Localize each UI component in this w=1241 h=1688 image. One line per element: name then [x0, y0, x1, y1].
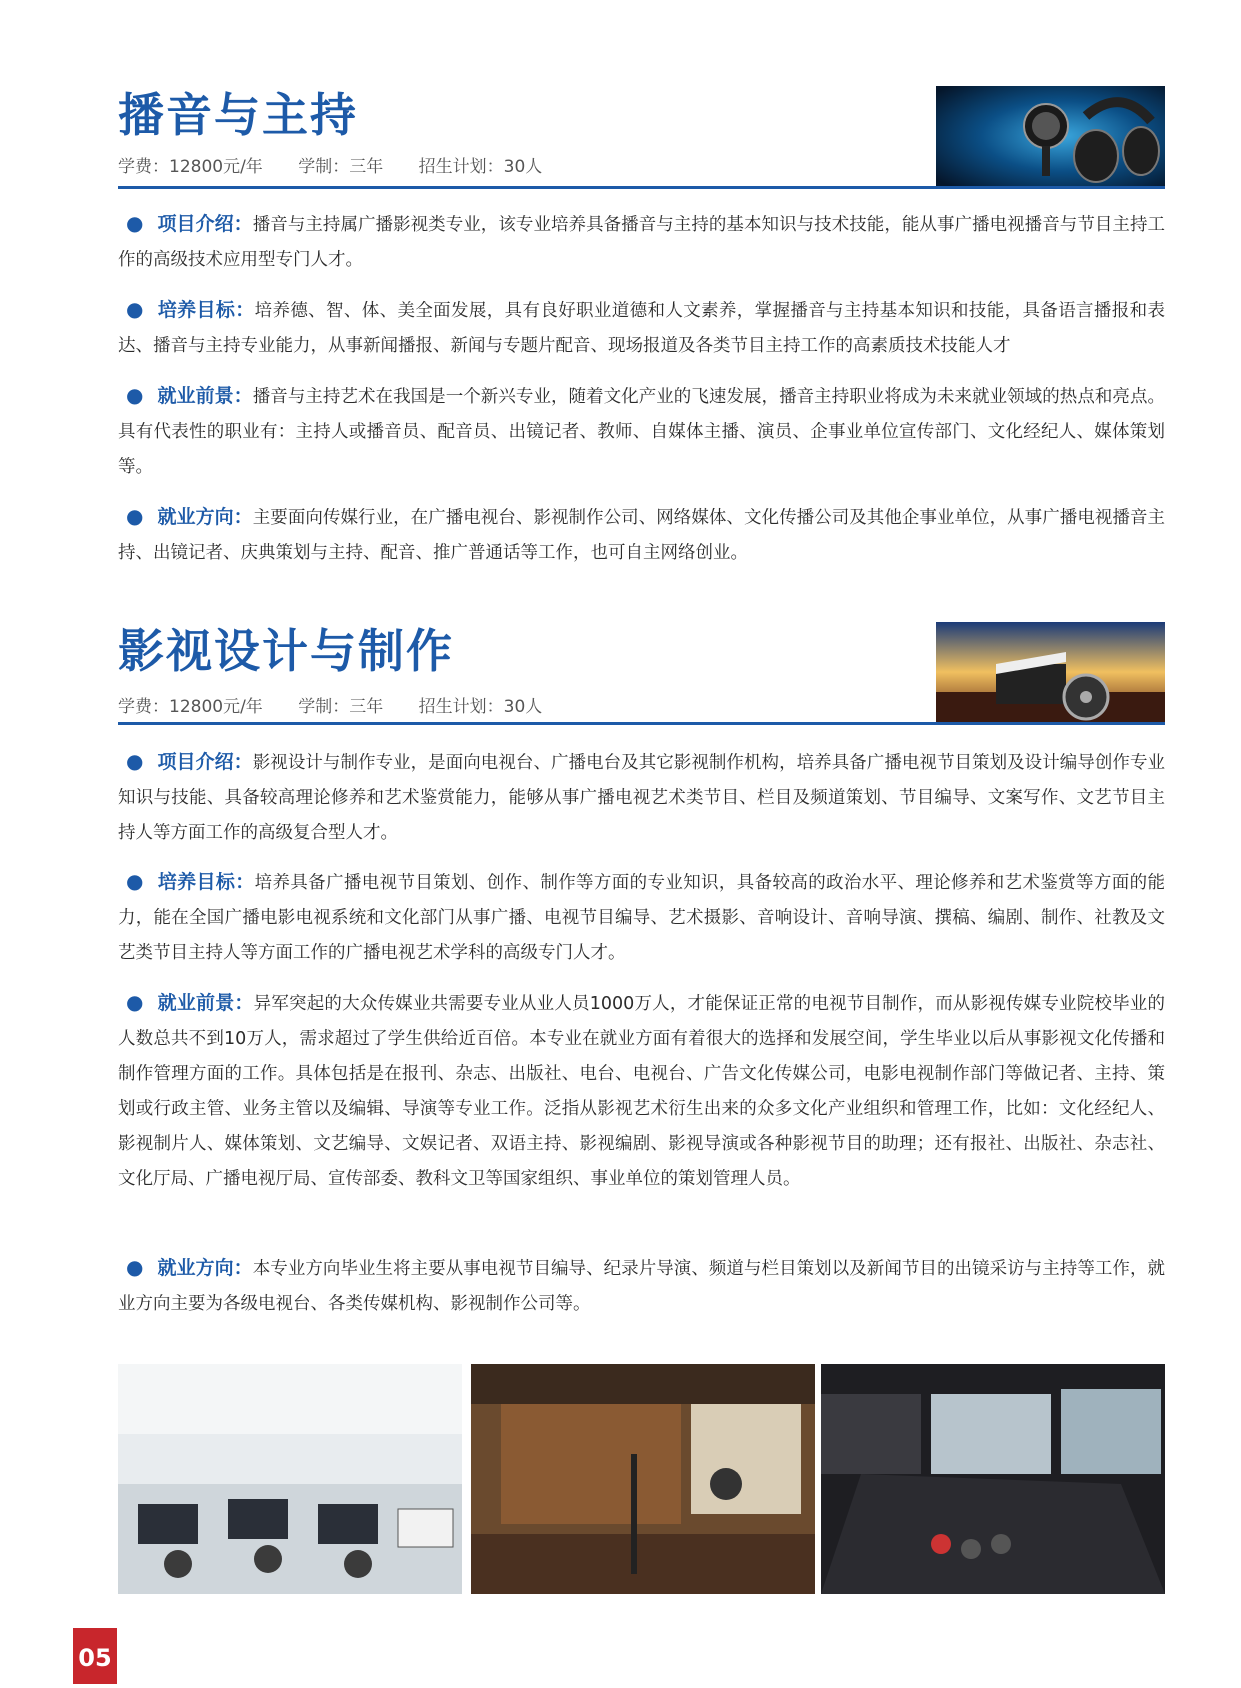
paragraph-intro: [118, 744, 1165, 851]
section-title: 影视设计与制作: [118, 624, 454, 678]
tuition: 学费：12800元/年: [118, 697, 263, 717]
paragraph-intro: [118, 206, 1165, 278]
paragraph-text: 影视设计与制作专业，是面向电视台、广播电台及其它影视制作机构，培养具备广播电视节目策划及设计编导创作专业知识与技能、具备较高理论修养和艺术鉴赏能力，能够从事广播电视艺术类节目、栏目及频道策划、节目编导、文案写作、文艺节目主持人等方面工作的高级复合型人才。: [118, 753, 1165, 843]
film-clapper-image: [936, 622, 1165, 722]
paragraph-label: 项目介绍：: [157, 213, 253, 235]
duration: 学制：三年: [298, 157, 384, 177]
section-meta: [118, 152, 572, 177]
paragraph-label: 项目介绍：: [157, 751, 253, 773]
paragraph-label: 就业方向：: [157, 1257, 253, 1279]
paragraph-label: 就业前景：: [157, 385, 253, 407]
paragraph-label: 培养目标：: [157, 299, 255, 321]
paragraph-direction: [118, 499, 1165, 571]
paragraph-label: 就业方向：: [157, 506, 253, 528]
paragraph-direction: [118, 1250, 1165, 1322]
section-title: 播音与主持: [118, 88, 358, 142]
paragraph-text: 异军突起的大众传媒业共需要专业从业人员1000万人，才能保证正常的电视节目制作，而从影视传媒专业院校毕业的人数总共不到10万人，需求超过了学生供给近百倍。本专业在就业方面有着很大的选择和发展空间，学生毕业以后从事影视文化传播和制作管理方面的工作。具体包括是在报刊、杂志、出版社、电台、电视台、广告文化传媒公司，电影电视制作部门等做记者、主持、策划或行政主管、业务主管以及编辑、导演等专业工作。泛指从影视艺术衍生出来的众多文化产业组织和管理工作，比如：文化经纪人、影视制片人、媒体策划、文艺编导、文娱记者、双语主持、影视编剧、影视导演或各种影视节目的助理；还有报社、出版社、杂志社、文化厅局、广播电视厅局、宣传部委、教科文卫等国家组织、事业单位的策划管理人员。: [118, 994, 1165, 1189]
enrollment: 招生计划：30人: [418, 157, 543, 177]
page-number: 05: [73, 1628, 117, 1684]
paragraph-prospects: [118, 378, 1165, 485]
paragraph-text: 主要面向传媒行业，在广播电视台、影视制作公司、网络媒体、文化传播公司及其他企事业单位，从事广播电视播音主持、出镜记者、庆典策划与主持、配音、推广普通话等工作，也可自主网络创业。: [118, 508, 1165, 563]
duration: 学制：三年: [298, 697, 384, 717]
bullet-icon: ●: [126, 504, 144, 528]
paragraph-label: 培养目标：: [157, 871, 255, 893]
tuition: 学费：12800元/年: [118, 157, 263, 177]
paragraph-label: 就业前景：: [157, 992, 254, 1014]
paragraph-text: 播音与主持属广播影视类专业，该专业培养具备播音与主持的基本知识与技术技能，能从事广播电视播音与节目主持工作的高级技术应用型专门人才。: [118, 215, 1165, 270]
paragraph-goal: [118, 292, 1165, 364]
bullet-icon: ●: [126, 1255, 144, 1279]
section-divider: [118, 186, 1165, 189]
bullet-icon: ●: [126, 749, 144, 773]
bullet-icon: ●: [126, 869, 144, 893]
section-meta: [118, 692, 572, 717]
studio-set-photo: [471, 1364, 815, 1594]
bullet-icon: ●: [126, 990, 144, 1014]
section-divider: [118, 722, 1165, 725]
microphone-image: [936, 86, 1165, 186]
editing-console-photo: [821, 1364, 1165, 1594]
bullet-icon: ●: [126, 297, 144, 321]
paragraph-text: 本专业方向毕业生将主要从事电视节目编导、纪录片导演、频道与栏目策划以及新闻节目的出镜采访与主持等工作，就业方向主要为各级电视台、各类传媒机构、影视制作公司等。: [118, 1259, 1165, 1314]
photo-strip: [118, 1364, 1165, 1594]
paragraph-prospects: [118, 985, 1165, 1197]
bullet-icon: ●: [126, 211, 144, 235]
paragraph-text: 播音与主持艺术在我国是一个新兴专业，随着文化产业的飞速发展，播音主持职业将成为未来就业领域的热点和亮点。具有代表性的职业有：主持人或播音员、配音员、出镜记者、教师、自媒体主播、演员、企事业单位宣传部门、文化经纪人、媒体策划等。: [118, 387, 1165, 477]
bullet-icon: ●: [126, 383, 144, 407]
enrollment: 招生计划：30人: [418, 697, 543, 717]
paragraph-goal: [118, 864, 1165, 971]
paragraph-text: 培养德、智、体、美全面发展，具有良好职业道德和人文素养，掌握播音与主持基本知识和技能，具备语言播报和表达、播音与主持专业能力，从事新闻播报、新闻与专题片配音、现场报道及各类节目主持工作的高素质技术技能人才: [118, 301, 1165, 356]
computer-lab-photo: [118, 1364, 462, 1594]
paragraph-text: 培养具备广播电视节目策划、创作、制作等方面的专业知识，具备较高的政治水平、理论修养和艺术鉴赏等方面的能力，能在全国广播电影电视系统和文化部门从事广播、电视节目编导、艺术摄影、音响设计、音响导演、撰稿、编剧、制作、社教及文艺类节目主持人等方面工作的广播电视艺术学科的高级专门人才。: [118, 873, 1165, 963]
